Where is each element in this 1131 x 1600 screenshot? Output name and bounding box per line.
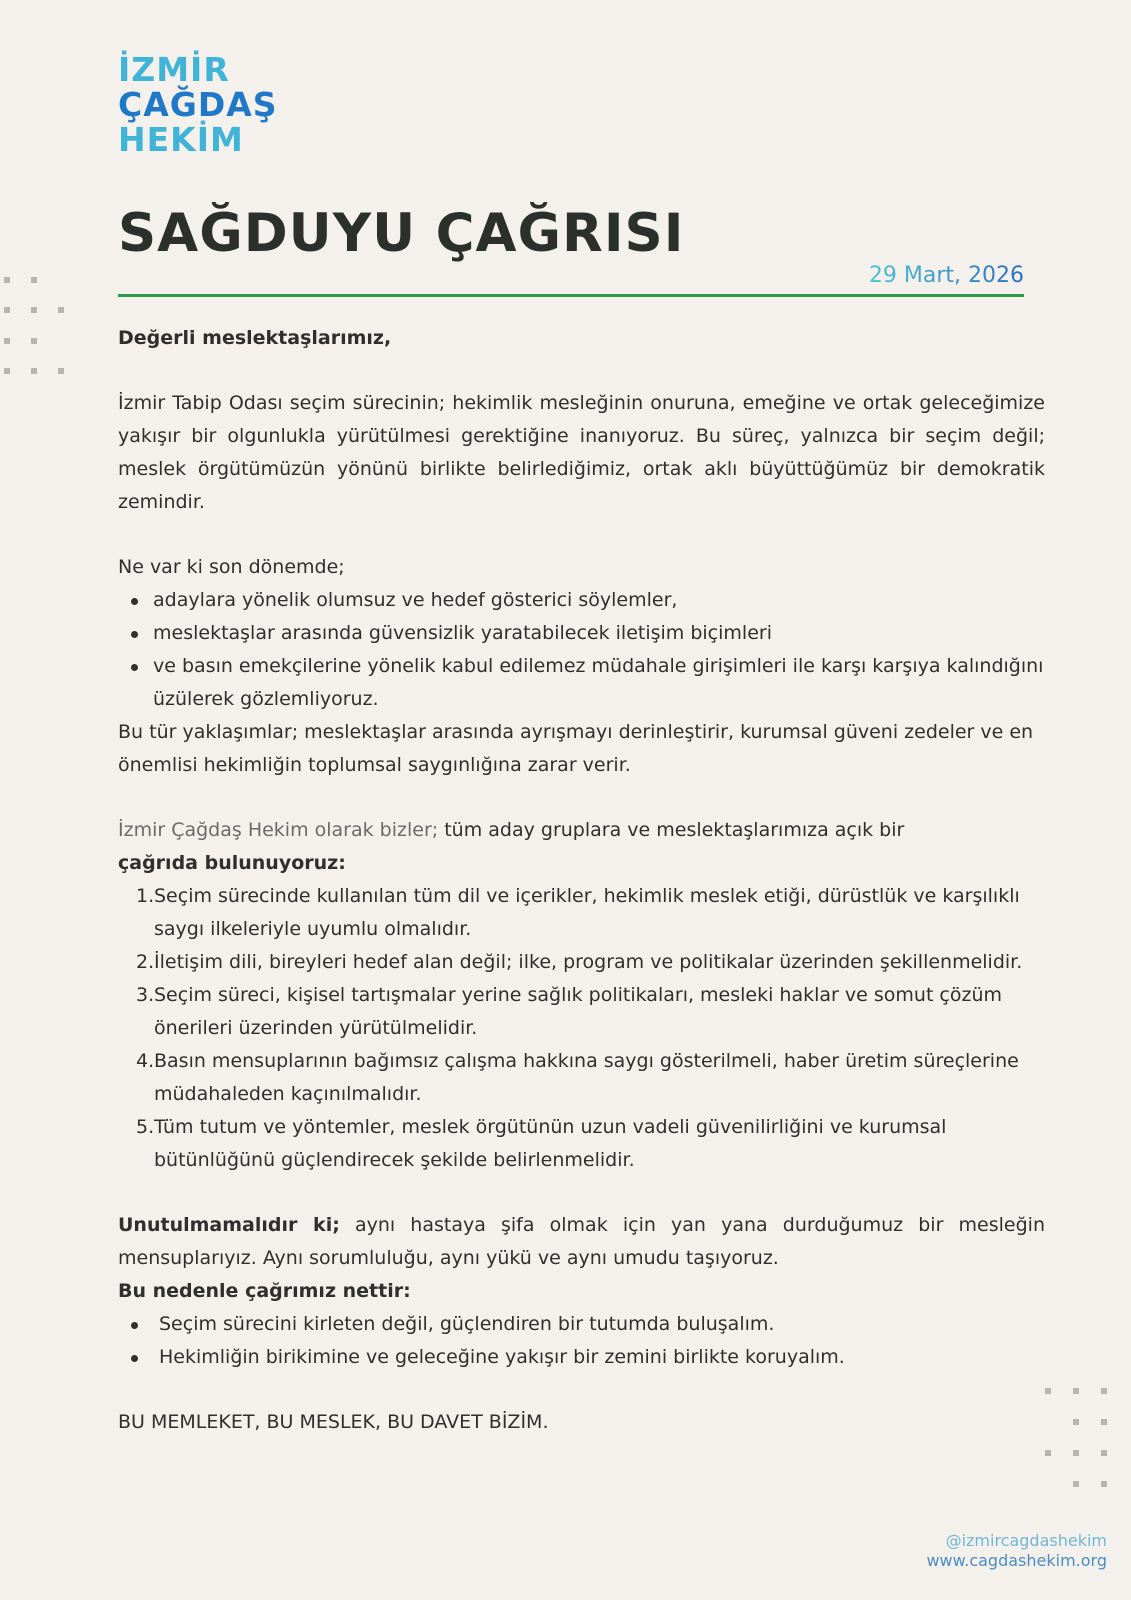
list-item: adaylara yönelik olumsuz ve hedef gösterici söylemler,	[153, 584, 1045, 617]
footer-contact	[926, 1531, 1107, 1571]
closing-statement: BU MEMLEKET, BU MESLEK, BU DAVET BİZİM.	[118, 1411, 549, 1433]
list-item: Hekimliğin birikimine ve geleceğine yakışır bir zemini birlikte koruyalım.	[153, 1341, 1045, 1374]
call-intro	[118, 814, 1045, 847]
final-lead: Bu nedenle çağrımız nettir:	[118, 1280, 411, 1302]
social-handle-link[interactable]: @izmircagdashekim	[945, 1531, 1107, 1550]
list-item: ve basın emekçilerine yönelik kabul edilemez müdahale girişimleri ile karşı karşıya kalındığını üzülerek gözlemliyoruz.	[153, 650, 1045, 716]
title-divider	[118, 294, 1024, 297]
list-item: 5. Tüm tutum ve yöntemler, meslek örgütünün uzun vadeli güvenilirliğini ve kurumsal bütünlüğünü güçlendirecek şekilde belirlenmelidir.	[136, 1116, 947, 1171]
website-link[interactable]: www.cagdashekim.org	[926, 1551, 1107, 1570]
list-item: 3. Seçim süreci, kişisel tartışmalar yerine sağlık politikaları, mesleki haklar ve somut çözüm önerileri üzerinden yürütülmelidir.	[136, 984, 1003, 1039]
intro-paragraph: İzmir Tabip Odası seçim sürecinin; hekimlik mesleğinin onuruna, emeğine ve ortak geleceğimize yakışır bir olgunlukla yürütülmesi gerektiğine inanıyoruz. Bu süreç, yalnızca bir seçim değil; meslek örgütümüzün yönünü birlikte belirlediğimiz, ortak aklı büyüttüğümüz bir demokratik zemindir.	[118, 392, 1045, 513]
salutation: Değerli meslektaşlarımız,	[118, 327, 392, 349]
reminder-bold: Unutulmamalıdır ki;	[118, 1214, 340, 1236]
list-item: meslektaşlar arasında güvensizlik yaratabilecek iletişim biçimleri	[153, 617, 1045, 650]
list-item: Seçim sürecini kirleten değil, güçlendiren bir tutumda buluşalım.	[153, 1308, 1045, 1341]
concern-lead: Ne var ki son dönemde;	[118, 556, 345, 578]
concern-result: Bu tür yaklaşımlar; meslektaşlar arasında ayrışmayı derinleştirir, kurumsal güveni zedeler ve en önemlisi hekimliğin toplumsal saygınlığına zarar verir.	[118, 721, 1034, 776]
logo-line-1: İZMİR	[118, 50, 230, 89]
page-title: SAĞDUYU ÇAĞRISI	[118, 203, 685, 264]
logo-line-2: ÇAĞDAŞ	[118, 85, 278, 124]
letter-body	[118, 322, 1045, 1439]
concern-list	[118, 584, 1045, 716]
list-item: 1. Seçim sürecinde kullanılan tüm dil ve içerikler, hekimlik meslek etiği, dürüstlük ve karşılıklı saygı ilkeleriyle uyumlu olmalıdır.	[136, 885, 1020, 940]
publication-date: 29 Mart, 2026	[868, 263, 1024, 288]
call-intro-rest: tüm aday gruplara ve meslektaşlarımıza açık bir	[438, 819, 905, 841]
reminder-paragraph	[118, 1209, 1045, 1275]
list-item: 4. Basın mensuplarının bağımsız çalışma hakkına saygı gösterilmeli, haber üretim süreçlerine müdahaleden kaçınılmalıdır.	[136, 1050, 1019, 1105]
call-intro-org: İzmir Çağdaş Hekim olarak bizler;	[118, 819, 439, 841]
call-intro-bold: çağrıda bulunuyoruz:	[118, 852, 346, 874]
organization-logo	[118, 52, 278, 157]
call-list	[118, 880, 1045, 1177]
final-list	[118, 1308, 1045, 1374]
reminder-text: aynı hastaya şifa olmak için yan yana durduğumuz bir mesleğin mensuplarıyız. Aynı sorumluluğu, aynı yükü ve aynı umudu taşıyoruz.	[118, 1214, 1045, 1269]
logo-line-3: HEKİM	[118, 120, 244, 159]
list-item: 2. İletişim dili, bireyleri hedef alan değil; ilke, program ve politikalar üzerinden şekillenmelidir.	[136, 951, 1023, 973]
